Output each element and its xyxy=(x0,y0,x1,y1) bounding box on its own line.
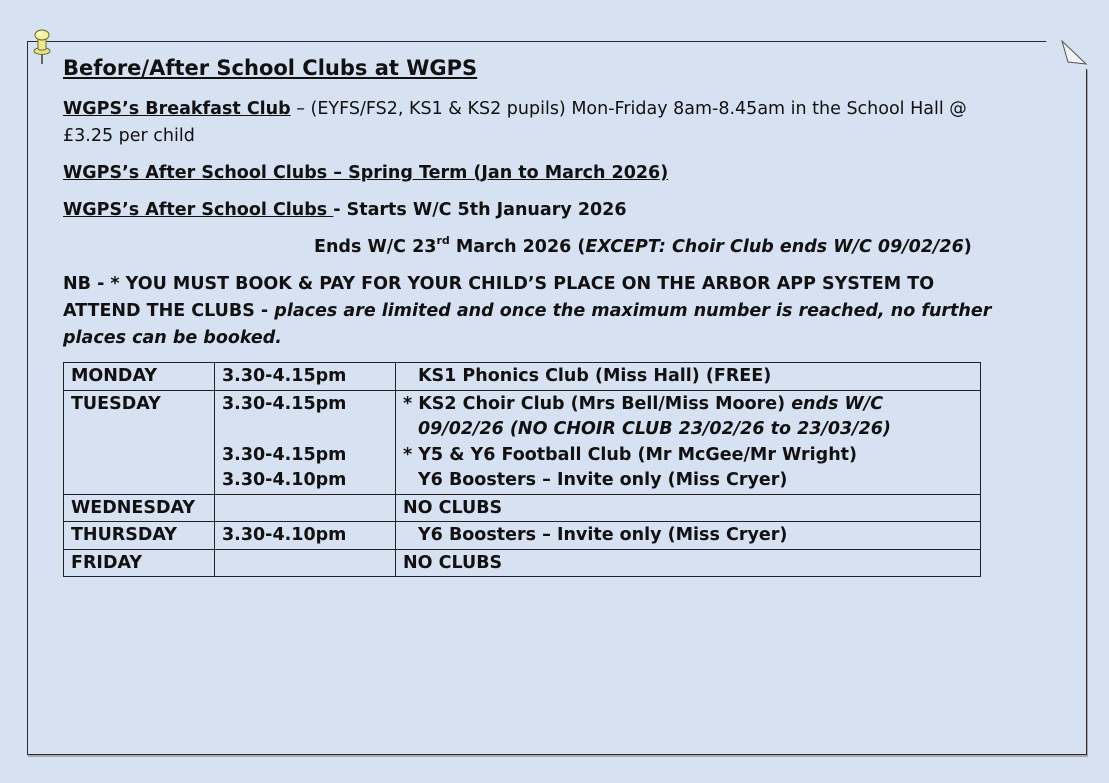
booking-notice-text: NB - * YOU MUST BOOK & PAY FOR YOUR CHILD’S PLACE ON THE ARBOR APP SYSTEM TO ATTEND THE CLUBS - xyxy=(63,274,935,321)
club-entry: Y6 Boosters – Invite only (Miss Cryer) xyxy=(418,470,788,490)
table-row xyxy=(64,522,981,550)
day-cell: TUESDAY xyxy=(64,390,215,494)
club-entry-note: ends W/C xyxy=(791,393,884,414)
day-cell: WEDNESDAY xyxy=(64,494,215,522)
choir-exception: EXCEPT: Choir Club ends W/C 09/02/26 xyxy=(585,237,964,257)
starts-line xyxy=(63,197,1003,224)
ends-text-end: March 2026 ( xyxy=(449,237,586,257)
club-entry: Y6 Boosters – Invite only (Miss Cryer) xyxy=(418,525,788,545)
time-entry: 3.30-4.10pm xyxy=(222,470,347,490)
club-entry: NO CLUBS xyxy=(403,497,503,518)
day-cell: FRIDAY xyxy=(64,549,215,577)
table-row xyxy=(64,549,981,577)
page-curl-icon xyxy=(1044,40,1088,70)
clubs-table xyxy=(63,362,981,577)
time-entry: 3.30-4.15pm xyxy=(222,393,347,414)
time-cell xyxy=(215,494,396,522)
booking-required-mark: * xyxy=(403,444,413,465)
club-cell xyxy=(396,363,981,391)
club-entry-note: 09/02/26 (NO CHOIR CLUB 23/02/26 to 23/03/26) xyxy=(418,419,891,439)
club-entry: KS1 Phonics Club (Miss Hall) (FREE) xyxy=(418,366,772,386)
ends-text: Ends W/C 23 xyxy=(314,237,437,257)
club-entry xyxy=(403,443,973,469)
ends-line xyxy=(314,234,1003,261)
ends-close: ) xyxy=(963,237,972,257)
page-title: Before/After School Clubs at WGPS xyxy=(63,56,478,80)
club-cell xyxy=(396,522,981,550)
ends-superscript: rd xyxy=(436,234,450,248)
pushpin-icon xyxy=(30,28,54,66)
day-cell: THURSDAY xyxy=(64,522,215,550)
time-cell xyxy=(215,390,396,494)
club-cell xyxy=(396,494,981,522)
table-row xyxy=(64,494,981,522)
breakfast-club-name: WGPS’s Breakfast Club xyxy=(63,99,291,119)
starts-text-end: January 2026 xyxy=(490,200,627,220)
club-entry: NO CLUBS xyxy=(403,552,503,573)
breakfast-club-details: – (EYFS/FS2, KS1 & KS2 pupils) Mon-Friday 8am-8.45am in the School Hall @ £3.25 per child xyxy=(63,99,967,146)
starts-text: - Starts W/C 5th xyxy=(333,200,491,220)
booking-notice-italic: places are limited and once the maximum number is reached, no further places can be booked. xyxy=(63,301,992,348)
time-cell: 3.30-4.10pm xyxy=(215,522,396,550)
day-cell: MONDAY xyxy=(64,363,215,391)
table-row xyxy=(64,390,981,494)
notice-content xyxy=(63,54,1003,577)
spring-term-heading: WGPS’s After School Clubs – Spring Term (Jan to March 2026) xyxy=(63,163,669,183)
club-entry-text: Y5 & Y6 Football Club (Mr McGee/Mr Wright) xyxy=(412,444,858,465)
table-row xyxy=(64,363,981,391)
time-cell: 3.30-4.15pm xyxy=(215,363,396,391)
time-cell xyxy=(215,549,396,577)
booking-notice xyxy=(63,271,1003,352)
club-cell xyxy=(396,390,981,494)
time-entry: 3.30-4.15pm xyxy=(222,444,347,465)
after-school-clubs-label: WGPS’s After School Clubs xyxy=(63,200,334,220)
club-entry-text: KS2 Choir Club (Mrs Bell/Miss Moore) xyxy=(412,393,792,414)
booking-required-mark: * xyxy=(403,393,413,414)
club-cell xyxy=(396,549,981,577)
breakfast-club-paragraph xyxy=(63,96,1003,150)
club-entry xyxy=(403,392,973,418)
